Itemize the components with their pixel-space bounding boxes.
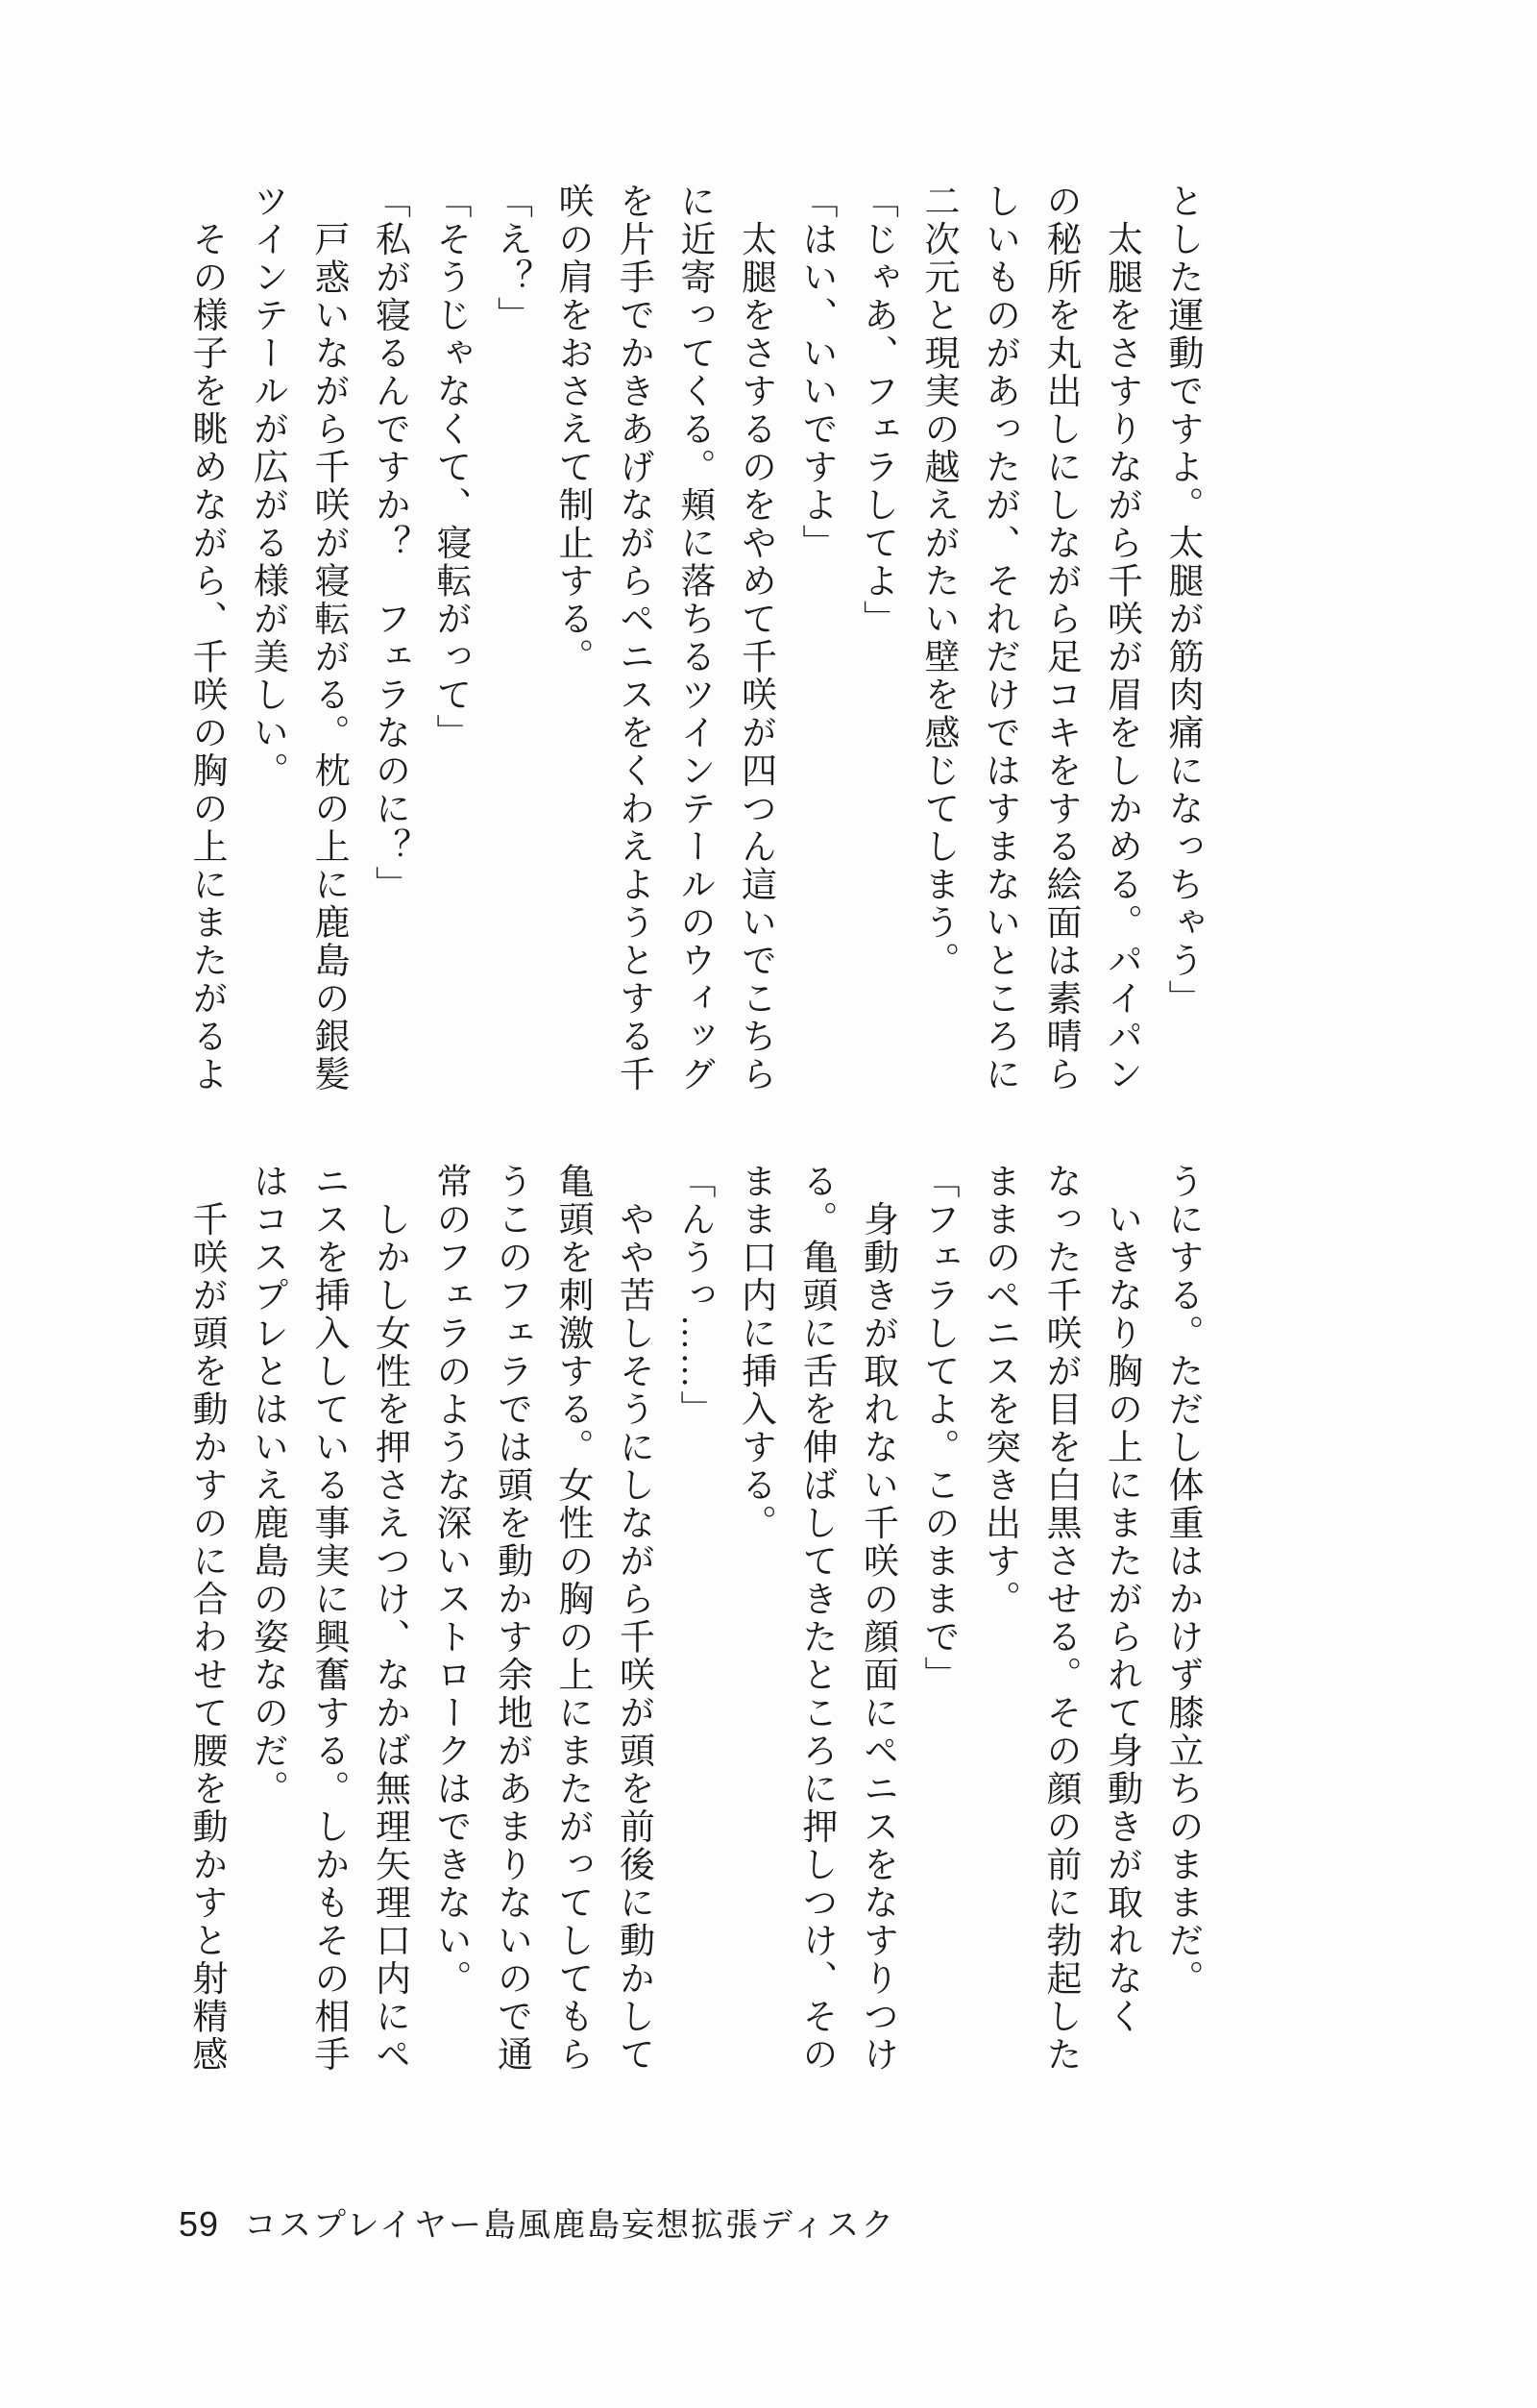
text-column: ツインテールが広がる様が美しい。 bbox=[247, 183, 287, 790]
text-column: 「そうじゃなくて、寝転がって」 bbox=[430, 183, 470, 752]
text-column: 咲の肩をおさえて制止する。 bbox=[552, 183, 592, 676]
text-column: 戸惑いながら千咲が寝転がる。枕の上に鹿島の銀髪 bbox=[308, 183, 348, 1093]
text-column: に近寄ってくる。頬に落ちるツインテールのウィッグ bbox=[674, 183, 714, 1093]
text-column: を片手でかきあげながらペニスをくわえようとする千 bbox=[613, 183, 653, 1093]
text-column: 「じゃあ、フェラしてよ」 bbox=[857, 183, 897, 638]
top-text-block bbox=[176, 183, 1213, 1097]
text-column: 身動きが取れない千咲の顔面にペニスをなすりつけ bbox=[857, 1163, 897, 2074]
text-column: はコスプレとはいえ鹿島の姿なのだ。 bbox=[247, 1163, 287, 1808]
text-column: る。亀頭に舌を伸ばしてきたところに押しつけ、その bbox=[796, 1163, 836, 2074]
text-column: 「はい、いいですよ」 bbox=[796, 183, 836, 562]
text-column: 「私が寝るんですか？ フェラなのに？」 bbox=[369, 183, 409, 904]
text-column: 千咲が頭を動かすのに合わせて腰を動かすと射精感 bbox=[186, 1163, 226, 2074]
text-column: 太腿をさすりながら千咲が眉をしかめる。パイパン bbox=[1101, 183, 1141, 1093]
text-column: 常のフェラのような深いストロークはできない。 bbox=[430, 1163, 470, 1998]
text-column: とした運動ですよ。太腿が筋肉痛になっちゃう」 bbox=[1162, 183, 1202, 1018]
text-column: 二次元と現実の越えがたい壁を感じてしまう。 bbox=[918, 183, 958, 980]
text-column: しかし女性を押さえつけ、なかば無理矢理口内にペ bbox=[369, 1163, 409, 2074]
text-column: いきなり胸の上にまたがられて身動きが取れなく bbox=[1101, 1163, 1141, 2036]
text-column: ニスを挿入している事実に興奮する。しかもその相手 bbox=[308, 1163, 348, 2074]
text-column: 「フェラしてよ。このままで」 bbox=[918, 1163, 958, 1694]
page-footer bbox=[179, 2199, 895, 2246]
text-column: 亀頭を刺激する。女性の胸の上にまたがってしてもら bbox=[552, 1163, 592, 2074]
text-column: 「んうっ……」 bbox=[674, 1163, 714, 1429]
text-column: なった千咲が目を白黒させる。その顔の前に勃起した bbox=[1040, 1163, 1080, 2074]
text-column: やや苦しそうにしながら千咲が頭を前後に動かして bbox=[613, 1163, 653, 2074]
text-column: うにする。ただし体重はかけず膝立ちのままだ。 bbox=[1162, 1163, 1202, 1998]
text-column: 太腿をさするのをやめて千咲が四つん這いでこちら bbox=[735, 183, 775, 1093]
book-title: コスプレイヤー島風鹿島妄想拡張ディスク bbox=[244, 2207, 896, 2244]
text-column: まま口内に挿入する。 bbox=[735, 1163, 775, 1542]
bottom-text-block bbox=[176, 1163, 1213, 2077]
text-column: しいものがあったが、それだけではすまないところに bbox=[979, 183, 1019, 1093]
text-column: の秘所を丸出しにしながら足コキをする絵面は素晴ら bbox=[1040, 183, 1080, 1093]
text-column: その様子を眺めながら、千咲の胸の上にまたがるよ bbox=[186, 183, 226, 1093]
text-column: うこのフェラでは頭を動かす余地があまりないので通 bbox=[491, 1163, 531, 2074]
page-number: 59 bbox=[179, 2204, 220, 2244]
text-column: ままのペニスを突き出す。 bbox=[979, 1163, 1019, 1618]
text-column: 「え？」 bbox=[491, 183, 531, 334]
